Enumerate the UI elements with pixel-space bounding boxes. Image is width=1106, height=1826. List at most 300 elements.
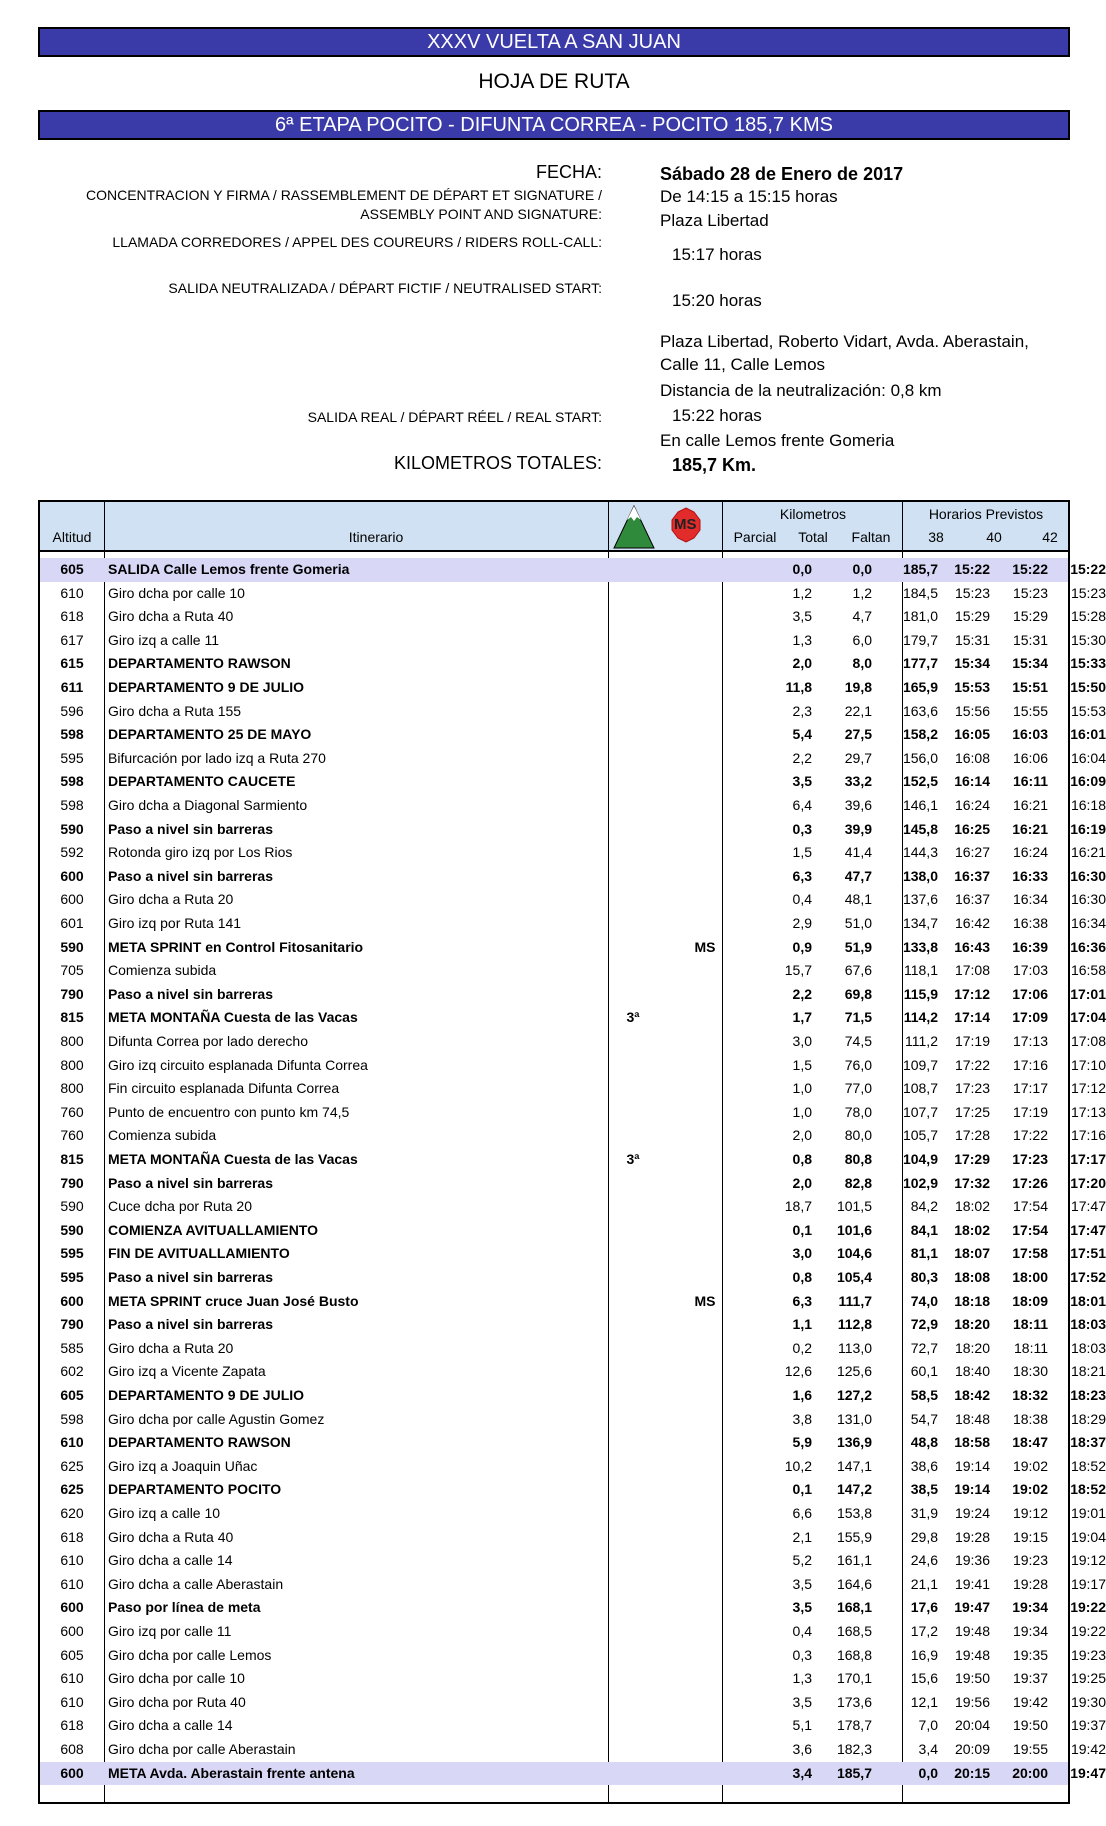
cell-h38: 19:36 (954, 1552, 990, 1569)
cell-h42: 19:22 (1070, 1623, 1106, 1639)
table-row (40, 1549, 1106, 1573)
h42-header: 42 (1042, 529, 1058, 545)
cell-h40: 18:38 (1012, 1410, 1048, 1427)
cell-fal: 108,7 (902, 1080, 938, 1097)
cell-itin: META MONTAÑA Cuesta de las Vacas (108, 1009, 358, 1026)
cell-alt: 610 (60, 1434, 84, 1451)
cell-h40: 18:11 (1014, 1339, 1048, 1356)
cell-h42: 19:42 (1070, 1741, 1106, 1757)
cell-h40: 19:42 (1012, 1693, 1048, 1710)
table-row (40, 912, 1106, 936)
table-row (40, 1030, 1106, 1054)
cell-h42: 17:51 (1070, 1245, 1106, 1262)
cell-h38: 18:42 (954, 1387, 990, 1403)
cell-itin: Comienza subida (108, 962, 217, 979)
table-row (40, 1337, 1106, 1361)
cell-tot: 131,0 (836, 1410, 872, 1427)
cell-h42: 17:16 (1070, 1127, 1106, 1144)
cell-par: 1,6 (792, 1387, 812, 1403)
cell-fal: 54,7 (910, 1410, 938, 1427)
cell-itin: Bifurcación por lado izq a Ruta 270 (108, 749, 326, 766)
table-row (40, 582, 1106, 606)
cell-alt: 800 (60, 1033, 84, 1049)
total-header: Total (798, 529, 828, 545)
cell-h42: 18:21 (1070, 1363, 1106, 1380)
cell-itin: DEPARTAMENTO 9 DE JULIO (108, 679, 305, 695)
cell-h42: 17:20 (1070, 1174, 1106, 1191)
table-row (40, 1313, 1106, 1337)
table-row (40, 1054, 1106, 1078)
cell-par: 12,6 (784, 1363, 812, 1380)
cell-itin: Giro dcha por calle 10 (108, 1670, 245, 1687)
cell-h38: 19:14 (954, 1481, 990, 1498)
cell-par: 3,5 (792, 1575, 812, 1592)
cell-par: 1,5 (792, 1056, 812, 1073)
cell-h38: 15:22 (954, 561, 990, 577)
cell-tot: 29,7 (844, 749, 872, 766)
cell-itin: Giro izq por calle 11 (108, 1623, 232, 1639)
cell-alt: 590 (60, 1198, 84, 1215)
cell-alt: 625 (60, 1481, 84, 1498)
cell-itin: Giro dcha a Ruta 40 (108, 608, 234, 625)
cell-par: 3,6 (792, 1741, 812, 1757)
cell-h40: 19:37 (1012, 1670, 1048, 1687)
cell-itin: META SPRINT cruce Juan José Busto (108, 1292, 359, 1309)
table-row (40, 770, 1106, 794)
cell-tot: 136,9 (836, 1434, 872, 1451)
cell-par: 3,0 (792, 1245, 812, 1262)
cell-h40: 15:23 (1012, 584, 1048, 601)
cell-par: 6,3 (792, 1292, 812, 1309)
cell-h38: 17:25 (954, 1103, 990, 1120)
table-row (40, 1644, 1106, 1668)
cell-h40: 19:02 (1012, 1481, 1048, 1498)
table-row (40, 865, 1106, 889)
cell-tot: 153,8 (836, 1505, 872, 1521)
cell-fal: 114,2 (903, 1009, 938, 1026)
cell-fal: 137,6 (902, 891, 938, 908)
cell-par: 1,3 (792, 1670, 812, 1687)
cell-tot: 33,2 (844, 773, 872, 790)
cell-tot: 101,5 (836, 1198, 872, 1215)
cell-ms: MS (694, 938, 716, 955)
cell-itin: META MONTAÑA Cuesta de las Vacas (108, 1151, 358, 1167)
table-row (40, 1077, 1106, 1101)
cell-h42: 17:04 (1070, 1009, 1106, 1026)
cell-h40: 18:09 (1012, 1292, 1048, 1309)
cell-tot: 39,9 (844, 820, 872, 837)
cell-tot: 161,1 (836, 1552, 872, 1569)
cell-itin: Giro dcha por calle Aberastain (108, 1741, 296, 1757)
cell-par: 1,0 (792, 1103, 812, 1120)
cell-fal: 38,6 (910, 1457, 938, 1474)
table-row (40, 1526, 1106, 1550)
cell-h38: 19:56 (954, 1693, 990, 1710)
cell-h42: 19:37 (1070, 1717, 1106, 1734)
cell-itin: Paso a nivel sin barreras (108, 1174, 273, 1191)
horarios-header: Horarios Previstos (928, 506, 1044, 522)
cell-h42: 15:22 (1070, 561, 1106, 577)
cell-tot: 80,0 (844, 1127, 872, 1144)
cell-h42: 15:33 (1070, 655, 1106, 672)
fecha-label: FECHA: (535, 162, 602, 182)
cell-h40: 19:15 (1012, 1528, 1048, 1545)
cell-par: 2,0 (792, 1127, 812, 1144)
cell-par: 5,2 (792, 1552, 812, 1569)
cell-tot: 168,5 (836, 1623, 872, 1639)
cell-itin: Giro dcha a calle 14 (108, 1552, 233, 1569)
cell-tot: 8,0 (852, 655, 872, 672)
cell-h42: 19:01 (1070, 1505, 1106, 1521)
table-row (40, 1478, 1106, 1502)
table-row (40, 959, 1106, 983)
cell-par: 0,1 (792, 1481, 812, 1498)
cell-fal: 84,1 (910, 1221, 938, 1238)
cell-fal: 38,5 (910, 1481, 938, 1498)
cell-par: 0,3 (792, 820, 812, 837)
cell-h40: 17:54 (1012, 1198, 1048, 1215)
cell-par: 0,1 (792, 1221, 812, 1238)
cell-h38: 17:32 (954, 1174, 990, 1191)
cell-itin: Giro dcha por calle 10 (108, 584, 245, 601)
cell-itin: Punto de encuentro con punto km 74,5 (108, 1103, 350, 1120)
table-row (40, 1148, 1106, 1172)
cell-tot: 125,6 (836, 1363, 872, 1380)
cell-alt: 598 (60, 773, 84, 790)
cell-tot: 69,8 (844, 985, 872, 1002)
cell-fal: 72,7 (910, 1339, 938, 1356)
cell-itin: Giro dcha a Ruta 20 (108, 1339, 234, 1356)
cell-h40: 20:00 (1012, 1764, 1048, 1781)
cell-tot: 101,6 (836, 1221, 872, 1238)
cell-h40: 18:00 (1012, 1269, 1048, 1285)
cell-par: 10,2 (784, 1457, 812, 1474)
cell-par: 0,8 (792, 1151, 812, 1167)
cell-alt: 590 (60, 1221, 84, 1238)
cell-h40: 17:06 (1012, 985, 1048, 1002)
cell-par: 3,0 (792, 1033, 812, 1049)
cell-itin: Giro dcha a Ruta 40 (108, 1528, 234, 1545)
cell-h40: 19:28 (1012, 1575, 1048, 1592)
cell-h42: 17:47 (1070, 1198, 1106, 1215)
cell-h38: 18:08 (954, 1269, 990, 1285)
cell-itin: SALIDA Calle Lemos frente Gomeria (108, 561, 350, 577)
cell-h40: 17:13 (1012, 1033, 1048, 1049)
cell-h40: 19:34 (1012, 1623, 1048, 1639)
cell-par: 2,3 (792, 702, 812, 719)
cell-alt: 615 (60, 655, 84, 672)
cell-h40: 17:17 (1012, 1080, 1048, 1097)
cell-fal: 111,2 (905, 1033, 938, 1049)
cell-tot: 74,5 (844, 1033, 872, 1049)
fecha-value: Sábado 28 de Enero de 2017 (660, 164, 904, 184)
cell-h38: 17:14 (954, 1009, 990, 1026)
cell-alt: 598 (60, 797, 84, 813)
cell-alt: 610 (60, 1693, 84, 1710)
cell-itin: Giro dcha por calle Lemos (108, 1646, 272, 1663)
table-row (40, 1691, 1106, 1715)
cell-fal: 17,2 (910, 1623, 938, 1639)
cell-fal: 118,1 (904, 962, 938, 979)
concentracion-value-1: De 14:15 a 15:15 horas (660, 187, 838, 206)
event-title-banner (38, 27, 1070, 57)
cell-alt: 610 (60, 1575, 84, 1592)
cell-h40: 16:38 (1012, 915, 1048, 931)
salida-neutral-label: SALIDA NEUTRALIZADA / DÉPART FICTIF / NEUTRALISED START: (168, 280, 602, 296)
cell-h42: 19:23 (1070, 1646, 1106, 1663)
cell-h40: 18:11 (1012, 1316, 1048, 1333)
cell-tot: 39,6 (844, 797, 872, 813)
cell-h40: 17:03 (1012, 962, 1048, 979)
cell-fal: 109,7 (902, 1056, 938, 1073)
cell-fal: 179,7 (902, 631, 938, 648)
cell-h40: 17:58 (1012, 1245, 1048, 1262)
table-row (40, 1124, 1106, 1148)
cell-itin: DEPARTAMENTO RAWSON (108, 1434, 291, 1451)
cell-h42: 18:03 (1070, 1339, 1106, 1356)
cell-fal: 115,9 (903, 985, 938, 1002)
cell-h38: 20:09 (954, 1741, 990, 1757)
table-row (40, 888, 1106, 912)
cell-h40: 16:39 (1012, 938, 1048, 955)
table-row (40, 652, 1106, 676)
cell-fal: 58,5 (910, 1387, 938, 1403)
cell-h38: 15:34 (954, 655, 990, 672)
cell-alt: 592 (60, 844, 84, 861)
cell-tot: 147,1 (836, 1457, 872, 1474)
cell-alt: 760 (60, 1103, 84, 1120)
cell-h38: 17:08 (954, 962, 990, 979)
cell-par: 3,8 (792, 1410, 812, 1427)
cell-h38: 16:42 (954, 915, 990, 931)
cell-h40: 19:23 (1012, 1552, 1048, 1569)
table-row (40, 1667, 1106, 1691)
cell-h38: 19:50 (954, 1670, 990, 1687)
cell-tot: 77,0 (844, 1080, 872, 1097)
cell-par: 2,1 (792, 1528, 812, 1545)
cell-h42: 17:13 (1070, 1103, 1106, 1120)
cell-h38: 18:02 (954, 1221, 990, 1238)
cell-alt: 617 (60, 631, 84, 648)
cell-alt: 600 (60, 891, 84, 908)
cell-itin: Giro izq a calle 11 (108, 631, 220, 648)
cell-tot: 147,2 (836, 1481, 872, 1498)
cell-alt: 595 (60, 1245, 84, 1262)
cell-h40: 15:22 (1012, 561, 1048, 577)
cell-h38: 16:24 (954, 797, 990, 813)
cell-fal: 105,7 (902, 1127, 938, 1144)
cell-alt: 610 (60, 1670, 84, 1687)
cell-par: 0,4 (792, 891, 812, 908)
cell-fal: 0,0 (918, 1764, 938, 1781)
cell-tot: 67,6 (844, 962, 872, 979)
table-row (40, 1242, 1106, 1266)
cell-alt: 600 (60, 867, 84, 884)
table-row (40, 1431, 1106, 1455)
cell-par: 2,2 (792, 749, 812, 766)
cell-itin: Paso a nivel sin barreras (108, 820, 273, 837)
cell-tot: 168,1 (836, 1599, 872, 1616)
cell-h42: 19:30 (1070, 1693, 1106, 1710)
table-row (40, 1384, 1106, 1408)
cell-h42: 16:21 (1070, 844, 1106, 861)
cell-h40: 16:11 (1012, 773, 1048, 790)
cell-h42: 19:22 (1070, 1599, 1106, 1616)
cell-par: 2,0 (792, 655, 812, 672)
cell-itin: Giro dcha a calle Aberastain (108, 1575, 284, 1592)
cell-h42: 16:30 (1070, 891, 1106, 908)
cell-alt: 608 (60, 1741, 84, 1757)
cell-h42: 19:17 (1070, 1575, 1106, 1592)
cell-fal: 177,7 (902, 655, 938, 672)
cell-par: 1,1 (792, 1316, 812, 1333)
cell-h40: 19:34 (1012, 1599, 1048, 1616)
cell-h38: 17:19 (954, 1033, 990, 1049)
cell-tot: 78,0 (844, 1103, 872, 1120)
cell-h40: 17:54 (1012, 1221, 1048, 1238)
cell-fal: 134,7 (902, 915, 938, 931)
cell-alt: 595 (60, 1269, 84, 1285)
cell-tot: 47,7 (844, 867, 872, 884)
cell-par: 0,4 (792, 1623, 812, 1639)
cell-par: 3,4 (792, 1764, 812, 1781)
cell-alt: 800 (60, 1080, 84, 1097)
neutral-route-line-1: Plaza Libertad, Roberto Vidart, Avda. Aberastain, (660, 332, 1029, 351)
cell-h42: 16:36 (1070, 938, 1106, 955)
llamada-label: LLAMADA CORREDORES / APPEL DES COUREURS / RIDERS ROLL-CALL: (112, 234, 602, 250)
cell-h40: 18:30 (1012, 1363, 1048, 1380)
cell-par: 1,0 (792, 1080, 812, 1097)
cell-alt: 600 (60, 1292, 84, 1309)
cell-tot: 0,0 (852, 561, 872, 577)
cell-tot: 76,0 (844, 1056, 872, 1073)
cell-h38: 15:56 (954, 702, 990, 719)
cell-itin: Paso por línea de meta (108, 1599, 261, 1616)
llamada-value: 15:17 horas (672, 245, 762, 264)
cell-itin: DEPARTAMENTO CAUCETE (108, 773, 296, 790)
cell-fal: 144,3 (902, 844, 938, 861)
cell-fal: 17,6 (910, 1599, 938, 1616)
cell-h42: 16:04 (1070, 749, 1106, 766)
cell-h40: 17:22 (1012, 1127, 1048, 1144)
cell-fal: 185,7 (902, 561, 938, 577)
cell-itin: META Avda. Aberastain frente antena (108, 1764, 355, 1781)
cell-tot: 71,5 (844, 1009, 872, 1026)
cell-alt: 611 (60, 679, 84, 695)
cell-h42: 15:28 (1070, 608, 1106, 625)
cell-alt: 605 (60, 561, 84, 577)
cell-tot: 48,1 (844, 891, 872, 908)
cell-itin: DEPARTAMENTO 25 DE MAYO (108, 726, 312, 743)
itinerario-header: Itinerario (348, 529, 404, 545)
cell-h42: 17:01 (1070, 985, 1106, 1002)
cell-par: 2,9 (792, 915, 812, 931)
cell-par: 5,9 (792, 1434, 812, 1451)
cell-h40: 16:24 (1012, 844, 1048, 861)
cell-h38: 17:29 (954, 1151, 990, 1167)
cell-fal: 24,6 (910, 1552, 938, 1569)
cell-alt: 590 (60, 820, 84, 837)
table-row (40, 1006, 1106, 1030)
cell-itin: Giro izq por Ruta 141 (108, 915, 242, 931)
cell-h40: 16:06 (1012, 749, 1048, 766)
concentracion-label-2: ASSEMBLY POINT AND SIGNATURE: (360, 206, 602, 222)
cell-tot: 168,8 (836, 1646, 872, 1663)
cell-h38: 17:12 (954, 985, 990, 1002)
ms-badge-icon (660, 502, 712, 550)
cell-h38: 17:28 (954, 1127, 990, 1144)
cell-fal: 102,9 (902, 1174, 938, 1191)
table-row (40, 558, 1106, 582)
table-row (40, 676, 1106, 700)
cell-fal: 146,1 (902, 797, 938, 813)
cell-h38: 15:31 (954, 631, 990, 648)
cell-h42: 16:19 (1070, 820, 1106, 837)
cell-h42: 15:50 (1070, 679, 1106, 695)
cell-alt: 790 (60, 1316, 84, 1333)
cell-h40: 16:21 (1012, 797, 1048, 813)
cell-h42: 15:23 (1070, 584, 1106, 601)
cell-h40: 15:29 (1012, 608, 1048, 625)
cell-h38: 20:04 (954, 1717, 990, 1734)
concentracion-label-1: CONCENTRACION Y FIRMA / RASSEMBLEMENT DE DÉPART ET SIGNATURE / (85, 187, 602, 203)
kilometros-header: Kilometros (779, 506, 847, 522)
cell-tot: 1,2 (852, 584, 872, 601)
cell-par: 2,0 (792, 1174, 812, 1191)
cell-h40: 17:09 (1012, 1009, 1048, 1026)
cell-tot: 173,6 (836, 1693, 872, 1710)
cell-par: 5,1 (792, 1717, 812, 1734)
table-row (40, 605, 1106, 629)
table-row (40, 1172, 1106, 1196)
concentracion-value-2: Plaza Libertad (660, 211, 769, 230)
altitud-header: Altitud (52, 529, 92, 545)
cell-par: 3,5 (792, 608, 812, 625)
cell-fal: 165,9 (902, 679, 938, 695)
cell-fal: 21,1 (910, 1575, 938, 1592)
cell-h38: 18:18 (954, 1292, 990, 1309)
cell-alt: 760 (60, 1127, 84, 1144)
table-row (40, 700, 1106, 724)
cell-fal: 152,5 (902, 773, 938, 790)
cell-tot: 170,1 (836, 1670, 872, 1687)
cell-alt: 790 (60, 985, 84, 1002)
stage-title: 6ª ETAPA POCITO - DIFUNTA CORREA - POCITO 185,7 KMS (275, 114, 833, 136)
cell-cat: 3ª (626, 1151, 640, 1167)
table-row (40, 1596, 1106, 1620)
salida-real-place: En calle Lemos frente Gomeria (660, 431, 895, 450)
cell-itin: Giro izq circuito esplanada Difunta Correa (108, 1056, 368, 1073)
km-totales-label: KILOMETROS TOTALES: (393, 453, 602, 473)
cell-h40: 18:47 (1012, 1434, 1048, 1451)
cell-h42: 15:53 (1070, 702, 1106, 719)
cell-itin: DEPARTAMENTO POCITO (108, 1481, 282, 1498)
cell-par: 15,7 (784, 962, 812, 979)
cell-h38: 18:58 (954, 1434, 990, 1451)
cell-fal: 48,8 (910, 1434, 938, 1451)
cell-itin: Giro izq a Vicente Zapata (108, 1363, 266, 1380)
cell-itin: Giro dcha a calle 14 (108, 1717, 233, 1734)
cell-alt: 605 (60, 1387, 84, 1403)
cell-fal: 184,5 (902, 584, 938, 601)
cell-tot: 113,0 (838, 1339, 872, 1356)
neutral-distance: Distancia de la neutralización: 0,8 km (660, 381, 942, 400)
cell-h40: 16:33 (1012, 867, 1048, 884)
cell-alt: 705 (60, 962, 84, 979)
cell-itin: Paso a nivel sin barreras (108, 867, 273, 884)
cell-tot: 155,9 (836, 1528, 872, 1545)
cell-h40: 17:19 (1012, 1103, 1048, 1120)
